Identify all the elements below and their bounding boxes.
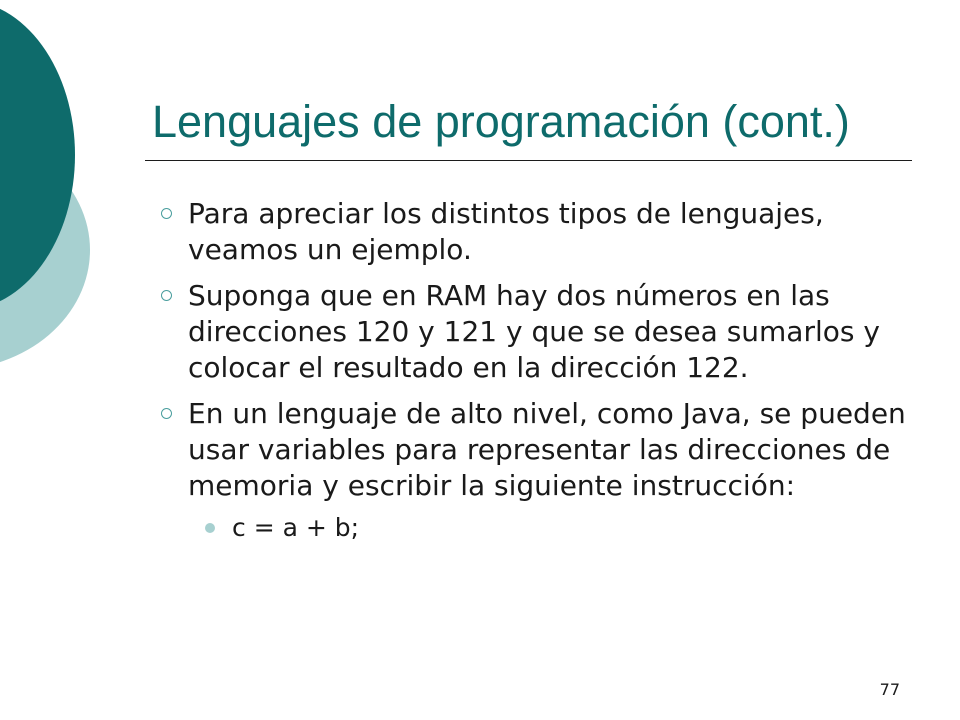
page-number: 77: [879, 680, 900, 699]
bullet-text: En un lenguaje de alto nivel, como Java, se pueden usar variables para representar las direcciones de memoria y escribir la siguiente instrucción:: [188, 397, 906, 502]
hollow-circle-bullet-icon: [161, 290, 172, 301]
sub-bullet-text: c = a + b;: [232, 513, 360, 542]
title-divider: [145, 160, 912, 161]
bullet-item: [0, 196, 908, 268]
hollow-circle-bullet-icon: [161, 208, 172, 219]
bullet-text: Suponga que en RAM hay dos números en las direcciones 120 y 121 y que se desea sumarlos y colocar el resultado en la dirección 122.: [188, 279, 880, 384]
bullet-item: [0, 278, 908, 386]
bullet-item: [0, 396, 908, 504]
hollow-circle-bullet-icon: [161, 408, 172, 419]
filled-circle-bullet-icon: [205, 523, 215, 533]
bullet-text: Para apreciar los distintos tipos de lenguajes, veamos un ejemplo.: [188, 197, 824, 266]
slide-title: Lenguajes de programación (cont.): [152, 96, 850, 147]
sub-bullet-item: [0, 512, 960, 544]
bullet-list: [0, 196, 960, 544]
